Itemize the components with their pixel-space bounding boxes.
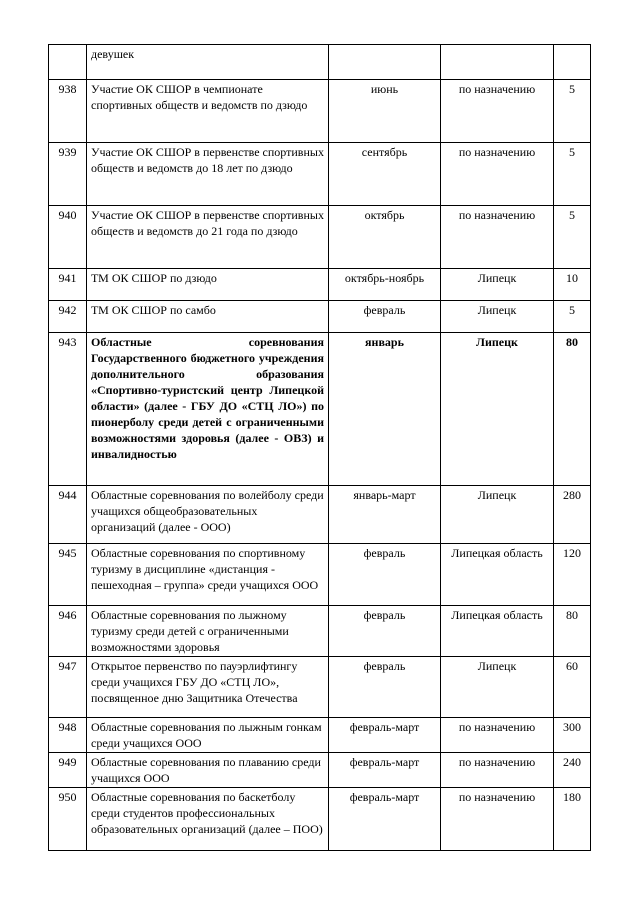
event-name: Областные соревнования по баскетболу среди студентов профессиональных образовательных организаций (далее – ПОО) bbox=[87, 788, 329, 851]
event-date: февраль-март bbox=[329, 788, 441, 851]
event-date: июнь bbox=[329, 80, 441, 143]
row-number: 942 bbox=[49, 301, 87, 333]
event-name: девушек bbox=[87, 45, 329, 80]
participant-count: 80 bbox=[554, 606, 591, 657]
event-place: Липецк bbox=[441, 301, 554, 333]
row-number: 945 bbox=[49, 544, 87, 606]
table-row bbox=[49, 143, 591, 206]
event-name: ТМ ОК СШОР по дзюдо bbox=[87, 269, 329, 301]
event-place: по назначению bbox=[441, 718, 554, 753]
table-row bbox=[49, 753, 591, 788]
event-place: Липецк bbox=[441, 333, 554, 486]
table-row bbox=[49, 544, 591, 606]
event-name: Участие ОК СШОР в первенстве спортивных обществ и ведомств до 21 года по дзюдо bbox=[87, 206, 329, 269]
row-number: 943 bbox=[49, 333, 87, 486]
table-row bbox=[49, 80, 591, 143]
table-row bbox=[49, 206, 591, 269]
event-place: Липецкая область bbox=[441, 544, 554, 606]
event-date: январь-март bbox=[329, 486, 441, 544]
event-date bbox=[329, 45, 441, 80]
event-date: сентябрь bbox=[329, 143, 441, 206]
event-place: Липецкая область bbox=[441, 606, 554, 657]
event-date: октябрь bbox=[329, 206, 441, 269]
event-name: Участие ОК СШОР в первенстве спортивных обществ и ведомств до 18 лет по дзюдо bbox=[87, 143, 329, 206]
row-number bbox=[49, 45, 87, 80]
event-name: Участие ОК СШОР в чемпионате спортивных обществ и ведомств по дзюдо bbox=[87, 80, 329, 143]
row-number: 950 bbox=[49, 788, 87, 851]
participant-count: 300 bbox=[554, 718, 591, 753]
participant-count: 80 bbox=[554, 333, 591, 486]
event-name: ТМ ОК СШОР по самбо bbox=[87, 301, 329, 333]
event-date: февраль bbox=[329, 657, 441, 718]
participant-count: 5 bbox=[554, 301, 591, 333]
participant-count: 60 bbox=[554, 657, 591, 718]
events-table bbox=[48, 44, 591, 851]
row-number: 938 bbox=[49, 80, 87, 143]
event-date: февраль bbox=[329, 544, 441, 606]
participant-count: 5 bbox=[554, 80, 591, 143]
row-number: 948 bbox=[49, 718, 87, 753]
participant-count: 280 bbox=[554, 486, 591, 544]
table-row bbox=[49, 301, 591, 333]
event-place: по назначению bbox=[441, 206, 554, 269]
table-row bbox=[49, 718, 591, 753]
event-name: Открытое первенство по пауэрлифтингу среди учащихся ГБУ ДО «СТЦ ЛО», посвященное дню Защитника Отечества bbox=[87, 657, 329, 718]
event-date: октябрь-ноябрь bbox=[329, 269, 441, 301]
event-name: Областные соревнования по плаванию среди учащихся ООО bbox=[87, 753, 329, 788]
row-number: 941 bbox=[49, 269, 87, 301]
event-place: Липецк bbox=[441, 657, 554, 718]
participant-count: 120 bbox=[554, 544, 591, 606]
table-row bbox=[49, 486, 591, 544]
event-place: по назначению bbox=[441, 753, 554, 788]
participant-count: 5 bbox=[554, 206, 591, 269]
participant-count: 180 bbox=[554, 788, 591, 851]
row-number: 940 bbox=[49, 206, 87, 269]
table-row bbox=[49, 606, 591, 657]
participant-count bbox=[554, 45, 591, 80]
table-row bbox=[49, 788, 591, 851]
participant-count: 240 bbox=[554, 753, 591, 788]
event-date: февраль-март bbox=[329, 753, 441, 788]
event-place: по назначению bbox=[441, 788, 554, 851]
event-place: по назначению bbox=[441, 143, 554, 206]
participant-count: 10 bbox=[554, 269, 591, 301]
event-date: январь bbox=[329, 333, 441, 486]
event-date: февраль bbox=[329, 606, 441, 657]
event-date: февраль bbox=[329, 301, 441, 333]
event-place: по назначению bbox=[441, 80, 554, 143]
table-row bbox=[49, 333, 591, 486]
event-name: Областные соревнования по лыжному туризму среди детей с ограниченными возможностями здоровья bbox=[87, 606, 329, 657]
row-number: 944 bbox=[49, 486, 87, 544]
event-place: Липецк bbox=[441, 486, 554, 544]
event-place bbox=[441, 45, 554, 80]
table-row bbox=[49, 269, 591, 301]
row-number: 947 bbox=[49, 657, 87, 718]
row-number: 946 bbox=[49, 606, 87, 657]
table-row bbox=[49, 45, 591, 80]
participant-count: 5 bbox=[554, 143, 591, 206]
row-number: 939 bbox=[49, 143, 87, 206]
event-name: Областные соревнования по лыжным гонкам среди учащихся ООО bbox=[87, 718, 329, 753]
table-row bbox=[49, 657, 591, 718]
event-date: февраль-март bbox=[329, 718, 441, 753]
row-number: 949 bbox=[49, 753, 87, 788]
event-place: Липецк bbox=[441, 269, 554, 301]
event-name: Областные соревнования Государственного бюджетного учреждения дополнительного образования «Спортивно-туристский центр Липецкой области» (далее - ГБУ ДО «СТЦ ЛО») по пионерболу среди детей с ограниченными возможностями здоровья (далее - ОВЗ) и инвалидностью bbox=[87, 333, 329, 486]
event-name: Областные соревнования по спортивному туризму в дисциплине «дистанция - пешеходная – группа» среди учащихся ООО bbox=[87, 544, 329, 606]
event-name: Областные соревнования по волейболу среди учащихся общеобразовательных организаций (далее - ООО) bbox=[87, 486, 329, 544]
